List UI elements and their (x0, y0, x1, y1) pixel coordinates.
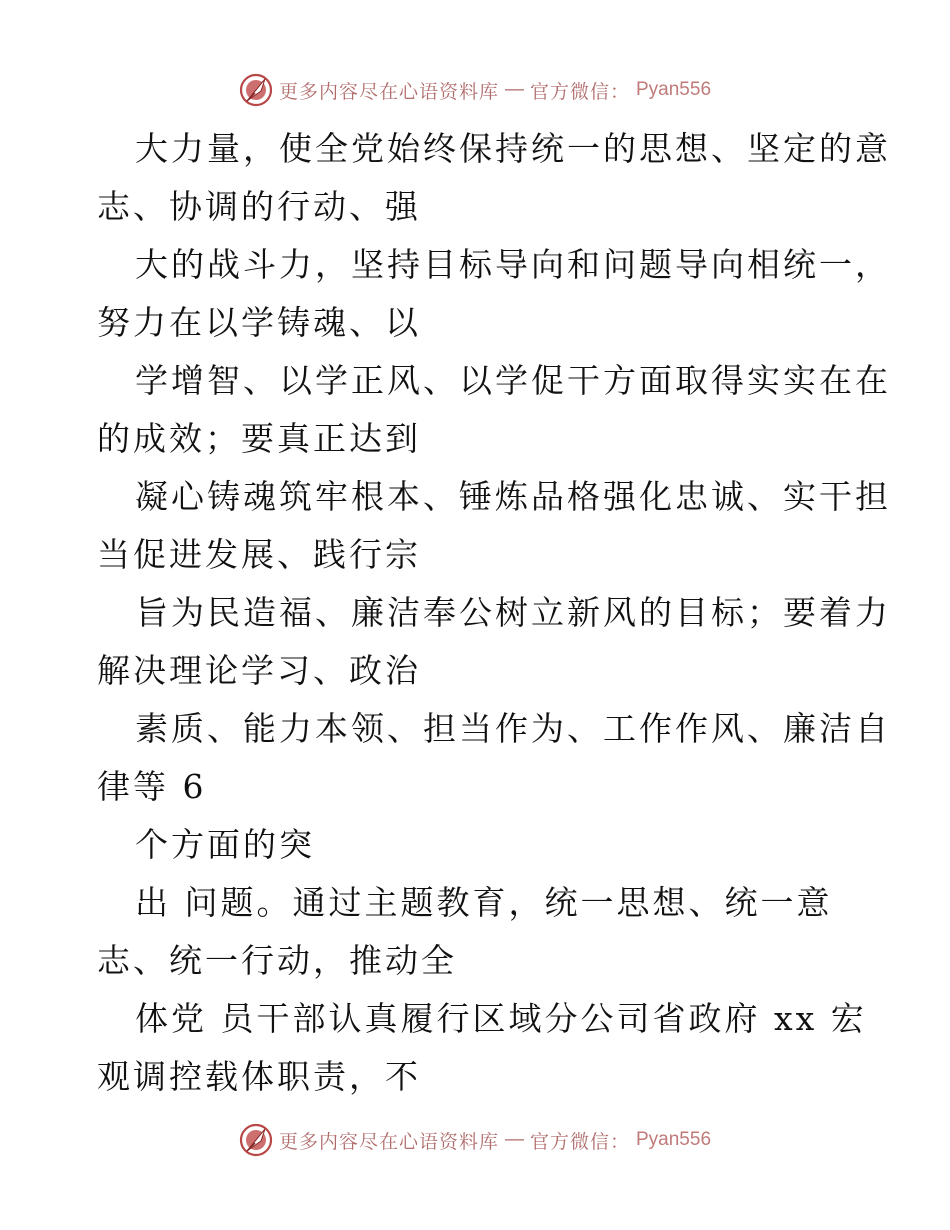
quill-logo-icon (239, 73, 273, 107)
text-line: 大的战斗力，坚持目标导向和问题导向相统一， (135, 245, 891, 284)
watermark-text: 更多内容尽在心语资料库 (278, 80, 499, 103)
watermark-separator: — (504, 1129, 524, 1150)
text-line: 凝心铸魂筑牢根本、锤炼品格强化忠诚、实干担 (135, 477, 891, 516)
text-line: 的成效；要真正达到 (97, 419, 421, 458)
text-line: 个方面的突 (135, 825, 315, 864)
text-line: 努力在以学铸魂、以 (97, 303, 421, 342)
text-line: 体党 员干部认真履行区域分公司省政府 xx 宏 (135, 999, 867, 1038)
watermark-text: 更多内容尽在心语资料库 (278, 1130, 499, 1153)
text-line: 大力量，使全党始终保持统一的思想、坚定的意 (135, 129, 891, 168)
document-body (97, 120, 891, 1106)
text-line: 志、协调的行动、强 (97, 187, 421, 226)
text-line: 出 问题。通过主题教育，统一思想、统一意 (135, 883, 833, 922)
text-line: 当促进发展、践行宗 (97, 535, 421, 574)
quill-logo-icon (239, 1123, 273, 1157)
text-line: 律等 6 (97, 767, 207, 806)
watermark-brand: Pyan556 (636, 1129, 712, 1150)
text-line: 素质、能力本领、担当作为、工作作风、廉洁自 (135, 709, 891, 748)
text-line: 解决理论学习、政治 (97, 651, 421, 690)
watermark-separator: — (504, 79, 524, 100)
text-line: 旨为民造福、廉洁奉公树立新风的目标；要着力 (135, 593, 891, 632)
text-line: 志、统一行动，推动全 (97, 941, 457, 980)
watermark-label: 官方微信： (529, 80, 630, 103)
header-watermark (0, 70, 950, 110)
watermark-label: 官方微信： (529, 1130, 630, 1153)
text-line: 学增智、以学正风、以学促干方面取得实实在在 (135, 361, 891, 400)
text-line: 观调控载体职责，不 (97, 1057, 421, 1096)
footer-watermark (0, 1120, 950, 1160)
watermark-brand: Pyan556 (636, 79, 712, 100)
